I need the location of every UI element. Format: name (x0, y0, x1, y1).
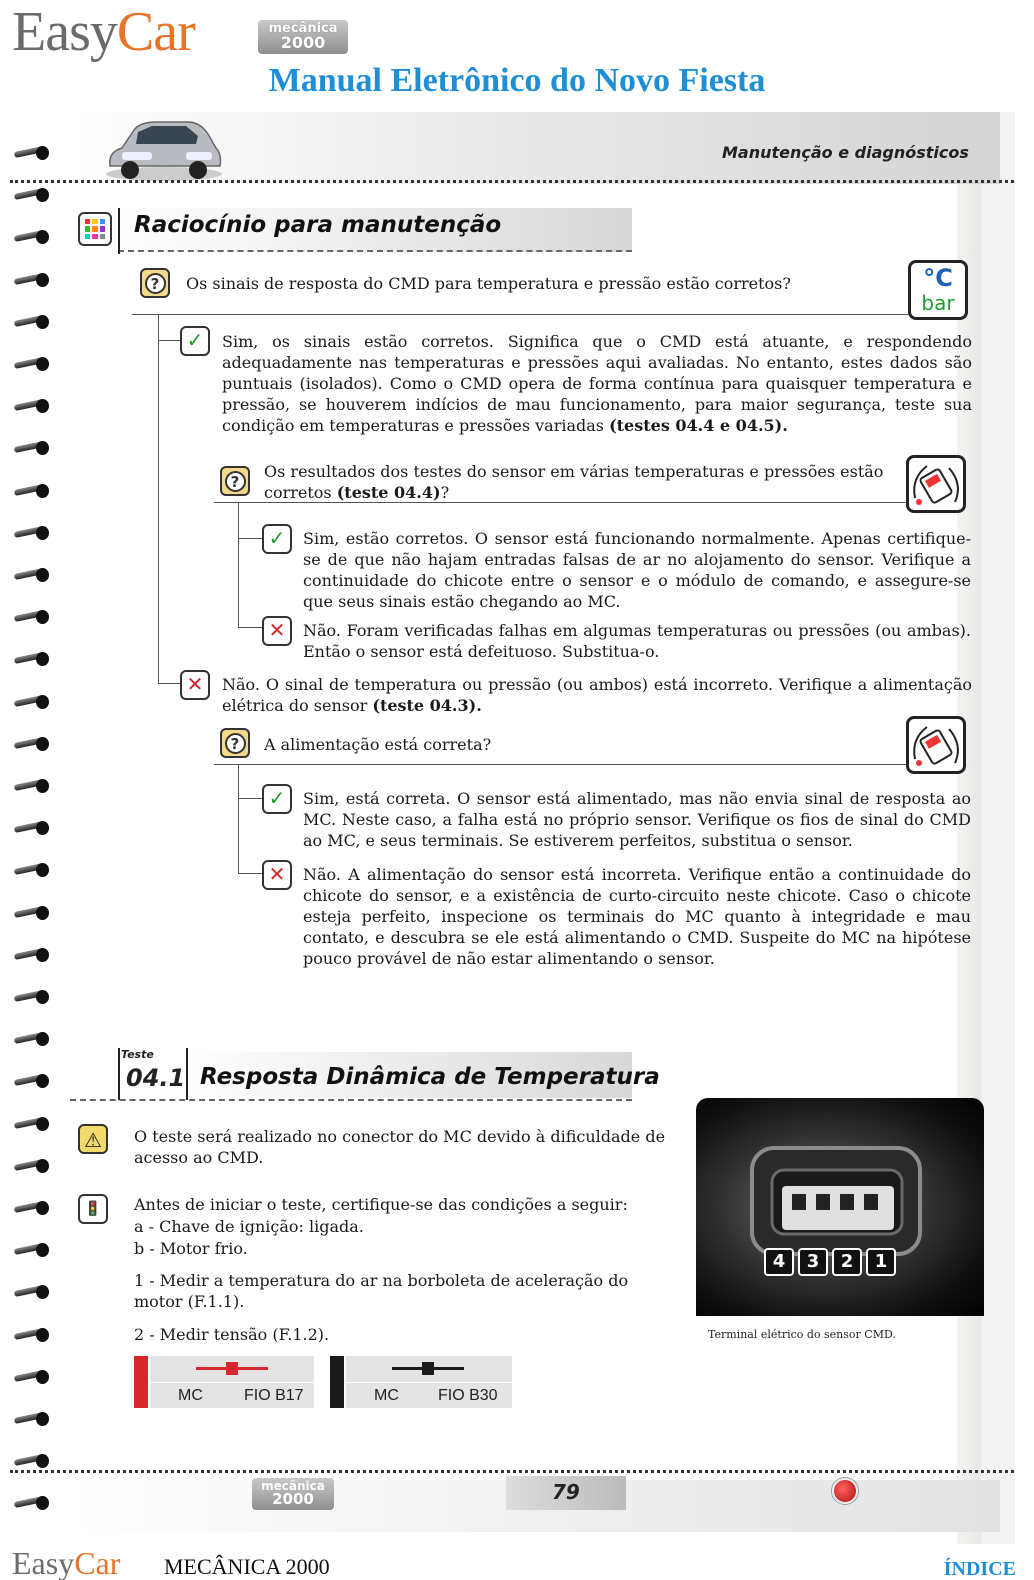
brand-label: MECÂNICA 2000 (164, 1554, 330, 1579)
question-icon: ? (220, 728, 250, 758)
pin-label: 2 (832, 1248, 862, 1276)
spiral-ring (14, 904, 50, 922)
index-link[interactable]: ÍNDICE (943, 1558, 1016, 1580)
spiral-ring (14, 1030, 50, 1048)
test-label: Teste (121, 1048, 154, 1061)
check-icon: ✓ (262, 524, 292, 554)
page-number: 79 (552, 1480, 580, 1504)
mecanica-2000-badge: mecânica 2000 (258, 20, 348, 54)
spiral-ring (14, 1157, 50, 1175)
test-conditions-intro: Antes de iniciar o teste, certifique-se das condições a seguir: (134, 1195, 628, 1214)
spiral-ring (14, 1410, 50, 1428)
car-image (100, 114, 224, 184)
answer-2-yes: Sim, estão corretos. O sensor está funcionando normalmente. Apenas certifique-se de que não hajam entradas falsas de ar no alojamento do sensor. Verifique a continuidade do chicote entre o sensor e o módulo de comando, e assegure-se que seus sinais estão chegando ao MC. (303, 529, 971, 611)
pin-label: 3 (798, 1248, 828, 1276)
spiral-ring (14, 1368, 50, 1386)
check-icon: ✓ (180, 326, 210, 356)
test-warning: O teste será realizado no conector do MC devido à dificuldade de acesso ao CMD. (134, 1127, 666, 1167)
temperature-pressure-icon: °C bar (908, 260, 968, 320)
spiral-ring (14, 608, 50, 626)
photo-caption: Terminal elétrico do sensor CMD. (708, 1328, 896, 1341)
pin-label: 4 (764, 1248, 794, 1276)
spiral-ring (14, 1241, 50, 1259)
spiral-ring (14, 861, 50, 879)
spiral-ring (14, 777, 50, 795)
sensor-connector-photo (696, 1098, 984, 1316)
question-icon: ? (140, 268, 170, 298)
answer-1-no: Não. O sinal de temperatura ou pressão (ou ambos) está incorreto. Verifique a alimentação elétrica do sensor (teste 04.3). (222, 675, 972, 715)
probe-black-connection: MC FIO B30 (330, 1356, 512, 1408)
next-page-button[interactable] (832, 1478, 858, 1504)
multimeter-tool-icon (906, 455, 966, 513)
spiral-ring (14, 271, 50, 289)
easycar-logo: EasyCar (12, 1, 195, 63)
spiral-ring (14, 819, 50, 837)
cross-icon: ✕ (262, 860, 292, 890)
answer-3-no: Não. A alimentação do sensor está incorreta. Verifique então a continuidade do chicote do sensor, e a existência de curto-circuito neste chicote. Caso o chicote esteja perfeito, inspecione os terminais do MC quanto à integridade e mau contato, e descubra se ele está alimentando o CMD. Suspeite do MC na hipótese pouco provável de não estar alimentando o sensor. (303, 865, 971, 968)
spiral-ring (14, 946, 50, 964)
spiral-ring (14, 439, 50, 457)
question-2: Os resultados dos testes do sensor em várias temperaturas e pressões estão corretos (teste 04.4)? (264, 462, 884, 502)
cross-icon: ✕ (180, 670, 210, 700)
spiral-ring (14, 1283, 50, 1301)
traffic-light-icon: 🚦 (78, 1194, 108, 1224)
cross-icon: ✕ (262, 616, 292, 646)
step-2: 2 - Medir tensão (F.1.2). (134, 1325, 330, 1344)
divider (10, 180, 1014, 183)
answer-2-no: Não. Foram verificadas falhas em algumas temperaturas ou pressões (ou ambas). Então o sensor está defeituoso. Substitua-o. (303, 621, 971, 661)
answer-3-yes: Sim, está correta. O sensor está alimentado, mas não envia sinal de resposta ao MC. Neste caso, a falha está no próprio sensor. Verifique os fios de sinal do CMD ao MC, e seus terminais. Se estiverem perfeitos, substitua o sensor. (303, 789, 971, 850)
warning-icon: ⚠ (78, 1124, 108, 1154)
step-1: 1 - Medir a temperatura do ar na borboleta de aceleração do motor (F.1.1). (134, 1271, 629, 1311)
spiral-ring (14, 988, 50, 1006)
spiral-ring (14, 1115, 50, 1133)
spiral-ring (14, 735, 50, 753)
spiral-ring (14, 1494, 50, 1512)
spiral-ring (14, 1072, 50, 1090)
multimeter-tool-icon (906, 716, 966, 774)
spiral-ring (14, 566, 50, 584)
question-3: A alimentação está correta? (264, 735, 492, 754)
spiral-ring (14, 693, 50, 711)
mecanica-2000-badge: mecânica 2000 (252, 1478, 334, 1510)
easycar-logo-footer: EasyCar (12, 1545, 121, 1580)
palette-icon (78, 212, 112, 246)
spiral-ring (14, 228, 50, 246)
spiral-ring (14, 1326, 50, 1344)
spiral-ring (14, 144, 50, 162)
pin-label: 1 (866, 1248, 896, 1276)
question-1: Os sinais de resposta do CMD para temperatura e pressão estão corretos? (186, 274, 791, 293)
manual-title: Manual Eletrônico do Novo Fiesta (268, 62, 766, 99)
probe-red-connection: MC FIO B17 (134, 1356, 314, 1408)
spiral-ring (14, 1452, 50, 1470)
answer-1-yes: Sim, os sinais estão corretos. Significa que o CMD está atuante, e respondendo adequadamente nas temperaturas e pressões aqui avaliadas. No entanto, estes dados são puntuais (isolados). Como o CMD opera de forma contínua para quaisquer temperatura e pressão, se houverem indícios de mau funcionamento, para maior segurança, teste sua condição em temperaturas e pressões variadas (testes 04.4 e 04.5). (222, 332, 972, 435)
test-title: Resposta Dinâmica de Temperatura (200, 1064, 660, 1090)
spiral-ring (14, 186, 50, 204)
divider (10, 1470, 1014, 1473)
spiral-ring (14, 650, 50, 668)
check-icon: ✓ (262, 784, 292, 814)
test-number: 04.1 (126, 1064, 186, 1092)
spiral-ring (14, 313, 50, 331)
section-title: Raciocínio para manutenção (134, 212, 502, 238)
spiral-ring (14, 524, 50, 542)
condition-b: b - Motor frio. (134, 1239, 248, 1258)
spiral-ring (14, 482, 50, 500)
spiral-ring (14, 355, 50, 373)
section-header: Manutenção e diagnósticos (722, 143, 969, 162)
question-icon: ? (220, 466, 250, 496)
spiral-ring (14, 1199, 50, 1217)
condition-a: a - Chave de ignição: ligada. (134, 1217, 364, 1236)
spiral-ring (14, 397, 50, 415)
